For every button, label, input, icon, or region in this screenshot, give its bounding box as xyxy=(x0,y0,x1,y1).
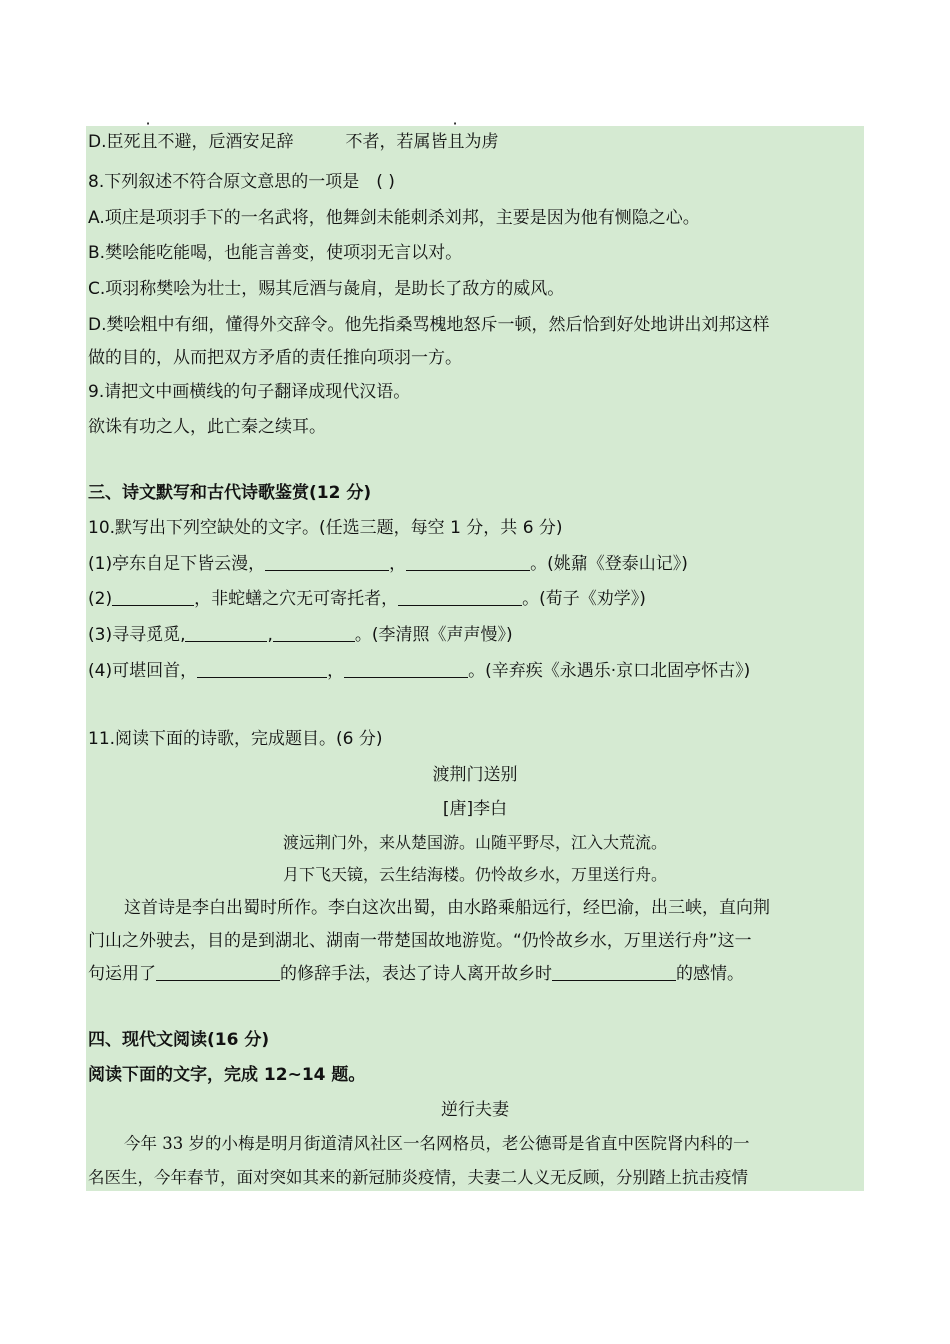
answer-blank[interactable] xyxy=(344,659,468,678)
q8-option-a: A.项庄是项羽手下的一名武将，他舞剑未能刺杀刘邦，主要是因为他有恻隐之心。 xyxy=(88,208,700,228)
q10-stem: 10.默写出下列空缺处的文字。(任选三题，每空 1 分，共 6 分) xyxy=(88,518,563,538)
q10-4-text-a: (4)可堪回首， xyxy=(88,661,198,681)
answer-blank[interactable] xyxy=(273,623,355,642)
q8-option-c: C.项羽称樊哙为壮士，赐其卮酒与彘肩，是助长了敌方的威风。 xyxy=(88,279,565,299)
q10-item-4 xyxy=(88,659,750,683)
q8-option-d-line2: 做的目的，从而把双方矛盾的责任推向项羽一方。 xyxy=(88,348,462,368)
q10-item-2 xyxy=(88,587,646,611)
answer-blank[interactable] xyxy=(265,552,389,571)
emphasis-dot-char-1: 且 xyxy=(140,132,158,152)
q10-3-text-b: , xyxy=(267,625,273,645)
answer-blank[interactable] xyxy=(552,962,676,981)
section4-heading: 四、现代文阅读(16 分) xyxy=(88,1030,270,1050)
q7-optd-text-2: 不避，卮酒安足辞 xyxy=(157,132,294,152)
q10-item-3 xyxy=(88,623,513,647)
analysis-text-b: 的修辞手法，表达了诗人离开故乡时 xyxy=(280,964,552,984)
q10-1-text-b: ， xyxy=(389,554,407,574)
q7-option-d xyxy=(88,130,499,154)
q7-optd-text-1: D.臣死 xyxy=(88,132,141,152)
answer-blank[interactable] xyxy=(112,587,194,606)
q10-1-text-a: (1)亭东自足下皆云漫， xyxy=(88,554,266,574)
section4-instruction: 阅读下面的文字，完成 12~14 题。 xyxy=(88,1065,366,1085)
document-page xyxy=(86,126,864,1191)
q7-optd-text-4: 为虏 xyxy=(464,132,499,152)
q10-1-text-c: 。(姚鼐《登泰山记》) xyxy=(530,554,688,574)
q7-optd-text-3: 不者，若属皆 xyxy=(345,132,448,152)
article-para-line-1: 今年 33 岁的小梅是明月街道清风社区一名网格员，老公德哥是省直中医院肾内科的一 xyxy=(124,1134,750,1153)
poem-title: 渡荆门送别 xyxy=(432,765,518,785)
poem-line-2: 月下飞天镜，云生结海楼。仍怜故乡水，万里送行舟。 xyxy=(282,865,667,884)
q8-stem: 8.下列叙述不符合原文意思的一项是 ( ) xyxy=(88,172,395,192)
answer-blank[interactable] xyxy=(197,659,327,678)
q10-2-text-b: ，非蛇蟮之穴无可寄托者， xyxy=(194,589,399,609)
section3-heading: 三、诗文默写和古代诗歌鉴赏(12 分) xyxy=(88,483,372,503)
answer-blank[interactable] xyxy=(185,623,267,642)
poem-line-1: 渡远荆门外，来从楚国游。山随平野尽，江入大荒流。 xyxy=(282,833,667,852)
article-title: 逆行夫妻 xyxy=(441,1100,509,1120)
analysis-line-2: 门山之外驶去，目的是到湖北、湖南一带楚国故地游览。“仍怜故乡水，万里送行舟”这一 xyxy=(88,931,752,951)
q10-2-text-a: (2) xyxy=(88,589,113,609)
analysis-text-c: 的感情。 xyxy=(676,964,744,984)
q9-sentence: 欲诛有功之人，此亡秦之续耳。 xyxy=(88,417,326,437)
answer-blank[interactable] xyxy=(156,962,280,981)
q9-stem: 9.请把文中画横线的句子翻译成现代汉语。 xyxy=(88,382,411,402)
q10-2-text-c: 。(荀子《劝学》) xyxy=(522,589,646,609)
q8-option-d-line1: D.樊哙粗中有细，懂得外交辞令。他先指桑骂槐地怒斥一顿，然后恰到好处地讲出刘邦这样 xyxy=(88,315,770,335)
poem-author: [唐]李白 xyxy=(442,799,508,819)
analysis-text-a: 句运用了 xyxy=(88,964,156,984)
q10-4-text-c: 。(辛弃疾《永遇乐·京口北固亭怀古》) xyxy=(468,661,751,681)
answer-blank[interactable] xyxy=(398,587,522,606)
article-para-line-2: 名医生，今年春节，面对突如其来的新冠肺炎疫情，夫妻二人义无反顾，分别踏上抗击疫情 xyxy=(88,1168,748,1187)
q10-3-text-a: (3)寻寻觅觅, xyxy=(88,625,186,645)
analysis-line-1: 这首诗是李白出蜀时所作。李白这次出蜀，由水路乘船远行，经巴渝，出三峡，直向荆 xyxy=(124,898,770,918)
q10-4-text-b: ， xyxy=(327,661,345,681)
q10-item-1 xyxy=(88,552,688,576)
analysis-line-3 xyxy=(88,962,744,986)
q11-stem: 11.阅读下面的诗歌，完成题目。(6 分) xyxy=(88,729,383,749)
q8-option-b: B.樊哙能吃能喝，也能言善变，使项羽无言以对。 xyxy=(88,243,463,263)
q10-3-text-c: 。(李清照《声声慢》) xyxy=(354,625,513,645)
answer-blank[interactable] xyxy=(406,552,530,571)
emphasis-dot-char-2: 且 xyxy=(447,132,465,152)
